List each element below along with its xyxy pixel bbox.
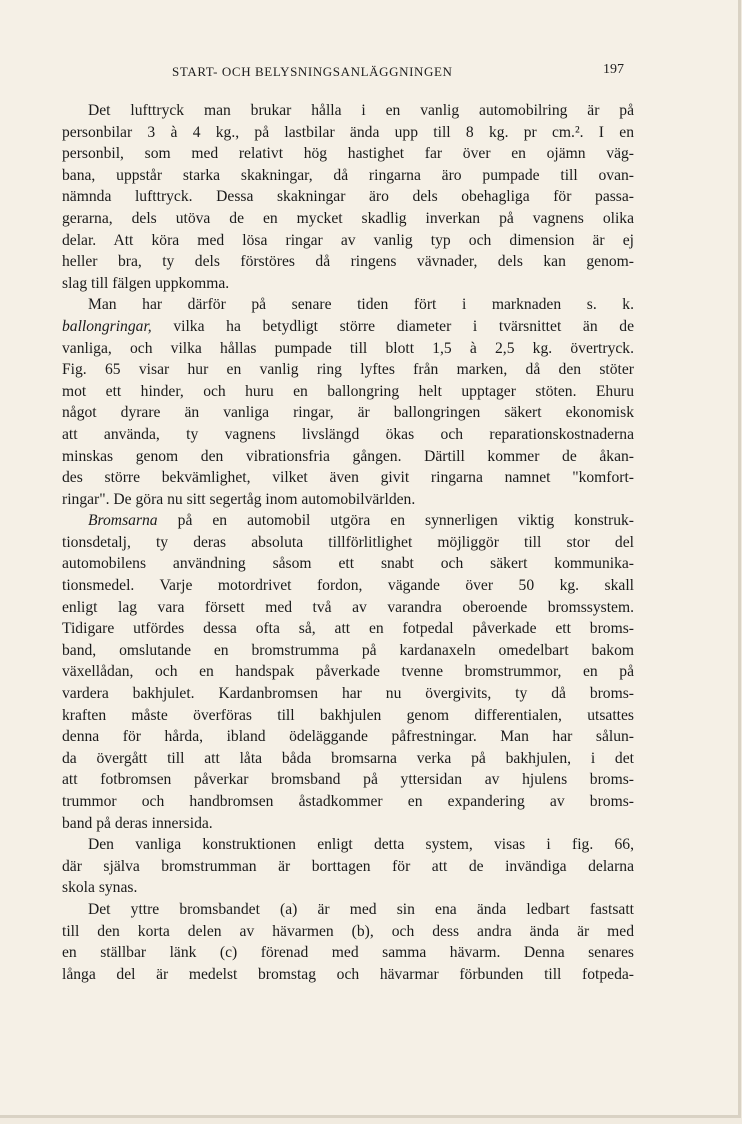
text-line: vanliga, och vilka hållas pumpade till blott 1,5 à 2,5 kg. övertryck. <box>62 339 634 357</box>
text-line: automobilens användning såsom ett snabt och säkert kommunika- <box>62 555 634 573</box>
text-line: nämnda lufttryck. Dessa skakningar äro dels obehagliga för passa- <box>62 188 634 206</box>
text-line: till den korta delen av hävarmen (b), och dess andra ända är med <box>62 922 634 940</box>
text-line: att använda, ty vagnens livslängd ökas och reparationskostnaderna <box>62 425 634 443</box>
scan-margin <box>742 0 753 1124</box>
text-line: vardera bakhjulet. Kardanbromsen har nu övergivits, ty då broms- <box>62 685 634 703</box>
text-line: något dyrare än vanliga ringar, är ballongringen säkert ekonomisk <box>62 404 634 422</box>
text-line: Det yttre bromsbandet (a) är med sin ena ända ledbart fastsatt <box>88 900 634 918</box>
text-line: Det lufttryck man brukar hålla i en vanlig automobilring är på <box>88 102 634 119</box>
text-line: denna för hårda, ibland ödeläggande påfrestningar. Man har sålun- <box>62 728 634 746</box>
text-line: des större bekvämlighet, vilket även givit ringarna namnet "komfort- <box>62 469 634 487</box>
text-line: heller bra, ty dels förstöres då ringens vävnader, dels kan genom- <box>62 253 634 271</box>
text-line: växellådan, och en handspak påverkade tvenne bromstrummor, en på <box>62 663 634 681</box>
running-title: START- OCH BELYSNINGSANLÄGGNINGEN <box>172 64 453 79</box>
text-line: långa del är medelst bromstag och hävarmar förbunden till fotpeda- <box>62 965 634 983</box>
text-line: minskas genom den vibrationsfria gången. Därtill kommer de åkan- <box>62 447 634 465</box>
text-line: delar. Att köra med lösa ringar av vanlig typ och dimension är ej <box>62 231 634 249</box>
text-line: da övergått till att låta båda bromsarna verka på bakhjulen, i det <box>62 749 634 767</box>
text-line: Bromsarna på en automobil utgöra en synnerligen viktig konstruk- <box>88 512 634 530</box>
text-line: Fig. 65 visar hur en vanlig ring lyftes från marken, då den stöter <box>62 361 634 379</box>
text-line: skola synas. <box>62 879 138 897</box>
text-line: gerarna, dels utöva de en mycket skadlig inverkan på vagnens olika <box>62 209 634 227</box>
text-line: band, omslutande en bromstrumma på kardanaxeln omedelbart bakom <box>62 641 634 659</box>
text-line: band på deras innersida. <box>62 814 213 832</box>
text-line: enligt lag vara försett med två av varandra oberoende bromssystem. <box>62 598 634 616</box>
text-line: tionsdetalj, ty deras absoluta tillförlitlighet möjliggör till stor del <box>62 533 634 551</box>
text-line: kraften måste överföras till bakhjulen genom differentialen, utsattes <box>62 706 634 724</box>
text-line: Tidigare utfördes dessa ofta så, att en fotpedal påverkade ett broms- <box>62 620 634 638</box>
text-line: Man har därför på senare tiden fört i marknaden s. k. <box>88 296 634 314</box>
text-line: ringar". De göra nu sitt segertåg inom automobilvärlden. <box>62 490 416 508</box>
text-line: slag till fälgen uppkomma. <box>62 274 230 292</box>
page-number: 197 <box>603 62 624 77</box>
text-line: trummor och handbromsen åstadkommer en expandering av broms- <box>62 793 634 810</box>
text-line: personbil, som med relativt hög hastighet far över en ojämn väg- <box>62 145 634 163</box>
text-line: bana, uppstår starka skakningar, då ringarna äro pumpade till ovan- <box>62 166 634 184</box>
text-line: mot ett hinder, och huru en ballongring helt upptager stöten. Ehuru <box>62 382 634 400</box>
text-line: att fotbromsen påverkar bromsband på yttersidan av hjulens broms- <box>62 771 634 789</box>
text-line: Den vanliga konstruktionen enligt detta system, visas i fig. 66, <box>88 836 634 854</box>
text-line: tionsmedel. Varje motordrivet fordon, vägande över 50 kg. skall <box>62 577 634 595</box>
page-header <box>62 62 632 88</box>
body-text <box>62 100 634 985</box>
text-line: ballongringar, vilka ha betydligt större diameter i tvärsnittet än de <box>62 317 634 335</box>
text-line: en ställbar länk (c) förenad med samma hävarm. Denna senares <box>62 944 634 962</box>
text-line: där själva bromstrumman är borttagen för att de invändiga delarna <box>62 857 634 875</box>
text-line: personbilar 3 à 4 kg., på lastbilar ända upp till 8 kg. pr cm.². I en <box>62 123 634 141</box>
